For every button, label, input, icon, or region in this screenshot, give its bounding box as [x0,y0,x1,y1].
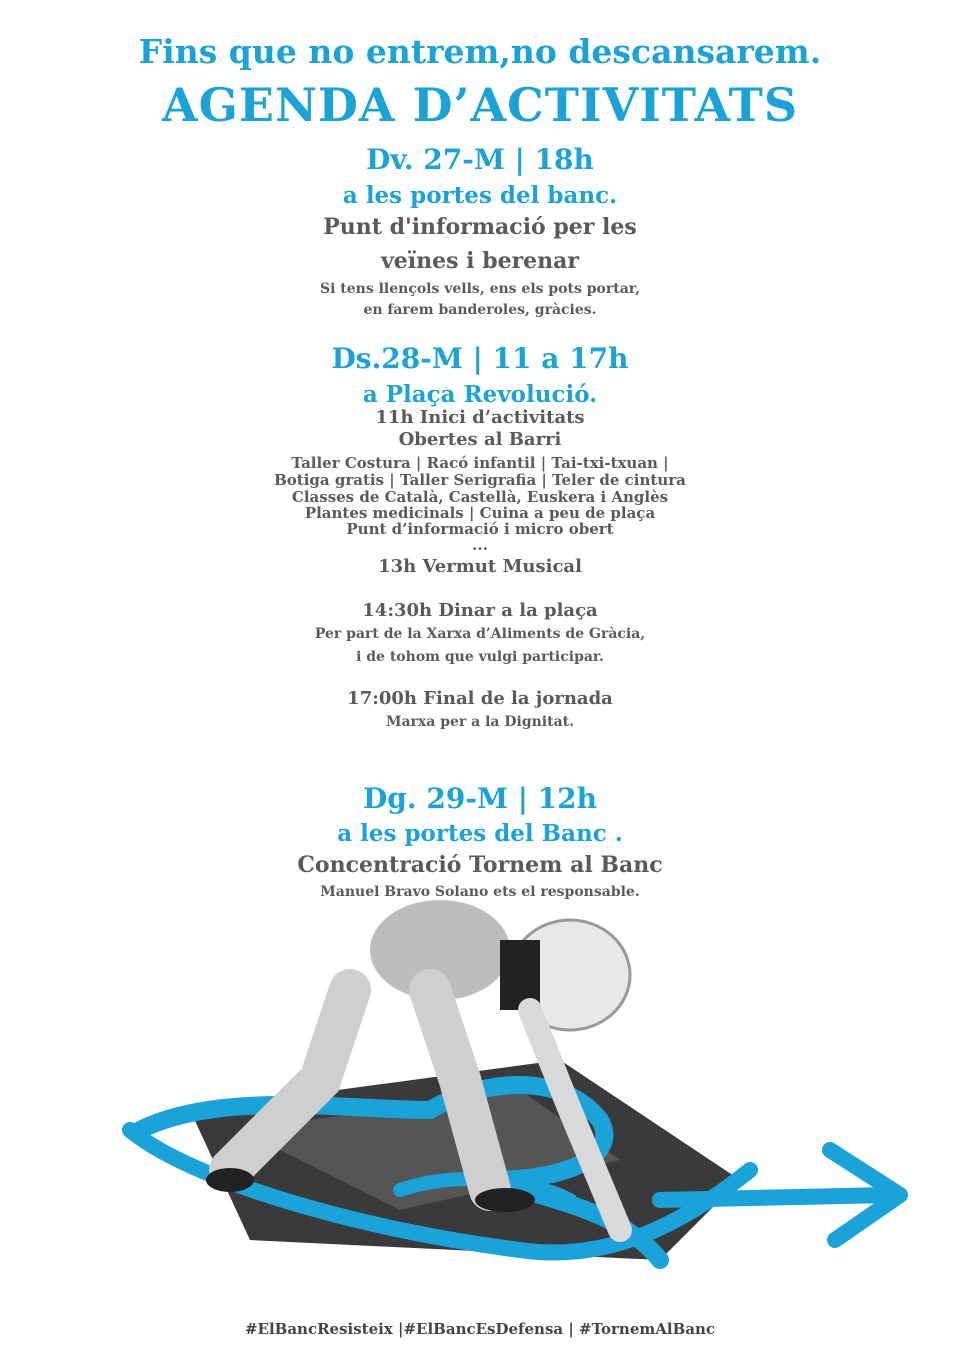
day3-note: Manuel Bravo Solano ets el responsable. [320,884,640,900]
day2-workshop-line: Classes de Català, Castellà, Euskera i Anglès [291,488,669,506]
day2-vermut: 13h Vermut Musical [378,556,582,577]
shoe-left [206,1168,254,1192]
day1-activity-line1: Punt d'informació per les [323,214,637,240]
day1-date: Dv. 27-M | 18h [366,143,594,176]
day2-lunch-note1: Per part de la Xarxa d’Aliments de Gràcia, [314,626,646,642]
day2-workshop-line: Taller Costura | Racó infantil | Tai-txi-txuan | [291,454,669,472]
day1-note-line1: Si tens llençols vells, ens els pots portar, [319,281,641,297]
heart-photo [100,880,920,1280]
day2-workshop-line: Plantes medicinals | Cuina a peu de plaça [304,504,656,522]
day3-activity: Concentració Tornem al Banc [297,852,663,878]
day1-note-line2: en farem banderoles, gràcies. [363,302,597,318]
day2-workshop-line: Botiga gratis | Taller Serigrafia | Teler de cintura [274,471,686,489]
day2-end: 17:00h Final de la jornada [347,688,613,709]
day2-date: Ds.28-M | 11 a 17h [331,342,629,375]
slogan: Fins que no entrem,no descansarem. [138,32,822,71]
shoe-right [475,1188,535,1212]
day2-end-note: Marxa per a la Dignitat. [385,714,574,730]
hashtags: #ElBancResisteix |#ElBancEsDefensa | #TornemAlBanc [244,1320,716,1338]
day3-date: Dg. 29-M | 12h [363,782,597,815]
day1-place: a les portes del banc. [342,182,618,209]
day2-place: a Plaça Revolució. [362,381,598,408]
day2-workshop-line: Punt d’informació i micro obert [346,520,614,538]
day2-lunch-note2: i de tohom que vulgi participar. [356,649,604,665]
day3-place: a les portes del Banc . [337,820,623,847]
day2-start-line1: 11h Inici d’activitats [375,407,585,428]
day2-lunch: 14:30h Dinar a la plaça [362,600,598,621]
day2-workshop-line: ... [472,536,488,554]
day2-start-line2: Obertes al Barri [398,429,562,450]
arrow-shaft [660,1195,890,1200]
page-title: AGENDA D’ACTIVITATS [161,78,799,132]
day1-activity-line2: veïnes i berenar [381,248,579,274]
